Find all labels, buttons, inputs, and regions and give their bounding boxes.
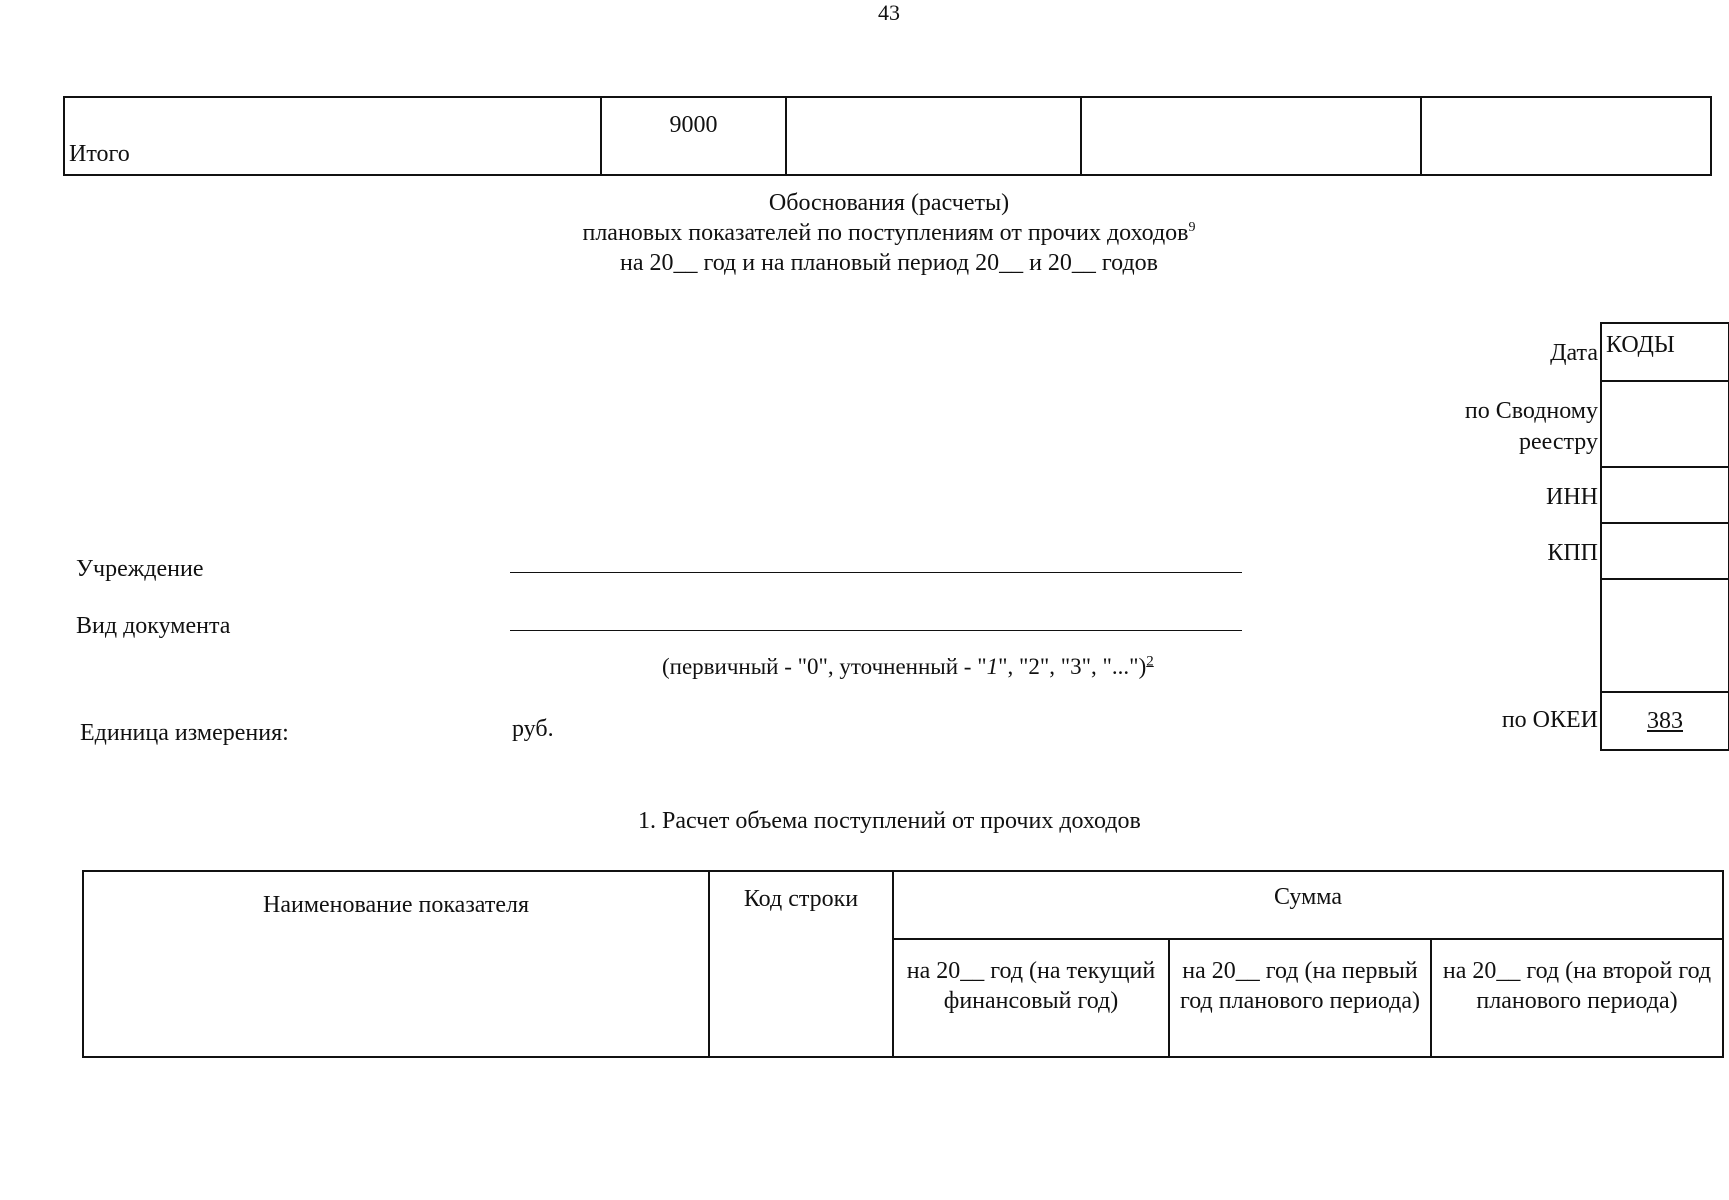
total-code: 9000 xyxy=(601,97,786,175)
codes-header: КОДЫ xyxy=(1606,332,1675,358)
institution-label: Учреждение xyxy=(76,556,204,582)
title-line-3: на 20__ год и на плановый период 20__ и 20__ годов xyxy=(619,250,1159,276)
okei-label: по ОКЕИ xyxy=(1501,707,1598,733)
date-label: Дата xyxy=(1550,340,1598,366)
doc-type-cell[interactable] xyxy=(1602,578,1728,693)
page-number: 43 xyxy=(878,0,900,25)
kpp-label: КПП xyxy=(1547,540,1598,566)
income-calc-table xyxy=(82,870,1724,1058)
doc-type-hint: (первичный - "0", уточненный - "1", "2", "3", "...")$^2$ xyxy=(662,653,1154,679)
total-label: Итого xyxy=(64,97,601,175)
total-value-cell xyxy=(786,97,1081,175)
section-heading: 1. Расчет объема поступлений от прочих доходов xyxy=(638,808,1141,834)
footnote-marker: 9 xyxy=(1188,220,1196,235)
inn-cell[interactable] xyxy=(1602,466,1728,524)
doc-type-label: Вид документа xyxy=(76,613,231,639)
register-cell[interactable] xyxy=(1602,380,1728,468)
document-title xyxy=(0,188,1729,278)
okei-value: 383 xyxy=(1647,708,1683,734)
okei-cell[interactable] xyxy=(1602,693,1728,749)
institution-field-line[interactable] xyxy=(510,572,1242,573)
unit-value: руб. xyxy=(512,716,554,742)
title-line-1: Обоснования (расчеты) xyxy=(768,190,1010,216)
codes-box xyxy=(1600,322,1729,751)
kpp-cell[interactable] xyxy=(1602,522,1728,580)
inn-label: ИНН xyxy=(1546,484,1598,510)
table-row xyxy=(64,97,1711,175)
doc-type-field-line[interactable] xyxy=(510,630,1242,631)
total-table xyxy=(63,96,1712,176)
col-header-year-1: на 20__ год (на текущий финансовый год) xyxy=(893,939,1169,1057)
col-header-year-2: на 20__ год (на первый год планового периода) xyxy=(1169,939,1431,1057)
col-header-sum: Сумма xyxy=(893,871,1723,939)
title-line-2: плановых показателей по поступлениям от прочих доходов$^9$ xyxy=(582,220,1196,246)
total-value-cell xyxy=(1421,97,1711,175)
footnote-marker: 2 xyxy=(1146,653,1154,670)
col-header-year-3: на 20__ год (на второй год планового периода) xyxy=(1431,939,1723,1057)
col-header-name: Наименование показателя xyxy=(83,871,709,1057)
unit-label: Единица измерения: xyxy=(80,720,289,746)
col-header-code: Код строки xyxy=(709,871,893,1057)
total-value-cell xyxy=(1081,97,1421,175)
table-row xyxy=(83,871,1723,939)
register-label-1: по Сводному xyxy=(1464,398,1598,424)
register-label-2: реестру xyxy=(1518,429,1598,455)
date-cell[interactable] xyxy=(1602,324,1728,382)
